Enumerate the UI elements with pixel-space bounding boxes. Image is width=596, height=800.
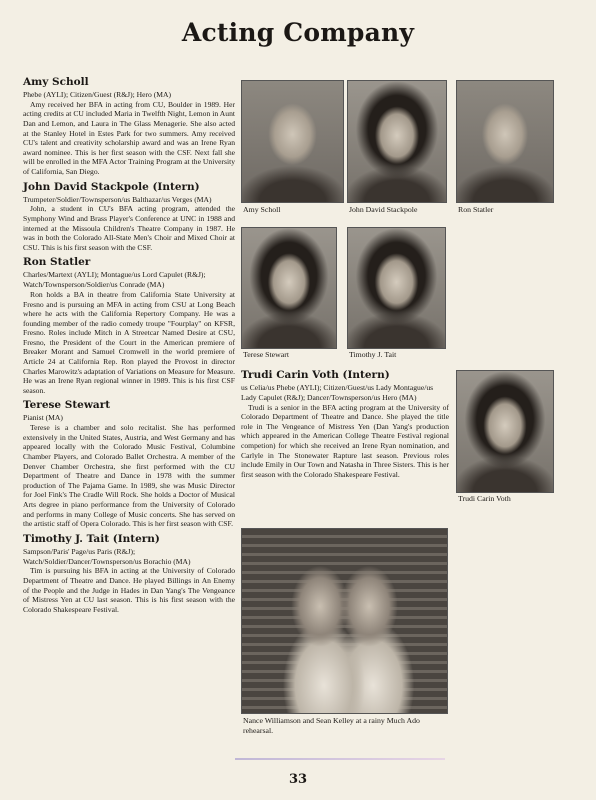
bio-name: Amy Scholl — [23, 76, 89, 88]
bio-roles: Phebe (AYLI); Citizen/Guest (R&J); Hero (MA) — [23, 90, 171, 99]
bio-text: Ron holds a BA in theatre from California State University at Fresno and is pursuing an MFA in acting from CSU at Long Beach where he acts with the California Repertory Company. He was a founding member of the radio comedy troupe "Fourplay" on KFSR, Fresno. Roles include Mitch in A Streetcar Named Desire at CSU, Fresno, the President of the Court in the American premiere of Breaker Morant and Samuel Cromwell in the world premiere of Article 24 at California Rep. Ron played the Provost in director Charles Marowitz's adaptation of Variations on Measure for Measure. He was an Irene Ryan regional winner in 1989. This is his first CSF season. — [23, 289, 235, 395]
page-title: Acting Company — [181, 18, 415, 47]
bio-roles: Pianist (MA) — [23, 413, 63, 423]
caption-ron-statler: Ron Statler — [458, 205, 494, 214]
photo-rehearsal — [241, 528, 448, 714]
bio-john-david-stackpole — [23, 181, 235, 253]
caption-terese-stewart: Terese Stewart — [243, 350, 289, 359]
caption-amy-scholl: Amy Scholl — [243, 205, 281, 214]
caption-rehearsal: Nance Williamson and Sean Kelley at a rainy Much Ado rehearsal. — [243, 716, 420, 735]
bio-timothy-j-tait — [23, 533, 235, 615]
bio-text: John, a student in CU's BFA acting program, attended the Symphony Wind and Brass Player's Conference at UNC in 1988 and interned at the Missoula Children's Theatre Company in 1987. He was in both the Colorado All-State Men's Choir and Mixed Choir at CSU. This is his first season with the CSF. — [23, 204, 235, 252]
bio-ron-statler — [23, 256, 235, 395]
bio-trudi-carin-voth — [241, 369, 449, 479]
bio-amy-scholl — [23, 76, 235, 177]
bio-roles: us Celia/us Phebe (AYLI); Citizen/Guest/us Lady Montague/us Lady Capulet (R&J); Dancer/Townsperson/us Hero (MA) — [241, 383, 434, 402]
photo-john-david-stackpole — [347, 80, 447, 203]
bio-text: Terese is a chamber and solo recitalist. She has performed extensively in the United States, Austria, and West Germany and has appeared locally with the Colorado Music Festival, Columbine Chamber Players, and Colorado Ballet Orchestra. A member of the Denver Chamber Orchestra, she first performed with the CU Department of Theatre and Dance in 1978 with the summer production of The Pajama Game. In 1989, she was Music Director for Joel Fink's The Cradle Will Rock. She holds a Doctor of Musical Arts degree in piano performance from the University of Colorado and performs in many College of Music concerts. She has served on the artistic staff of Opera Colorado. This is her first season with CSF. — [23, 423, 235, 529]
photo-ron-statler — [456, 80, 554, 203]
bio-terese-stewart — [23, 399, 235, 528]
footer-rule — [235, 758, 445, 760]
bio-name: Trudi Carin Voth (Intern) — [241, 369, 390, 381]
bio-name: John David Stackpole (Intern) — [23, 180, 200, 193]
caption-timothy-j-tait: Timothy J. Tait — [349, 350, 397, 359]
bio-text: Tim is pursuing his BFA in acting at the University of Colorado Department of Theatre and Dance. He played Billings in An Enemy of the People and the Judge in Hades in Dan Yang's The Vengeance of Mistress Yen at CU last season. This is his first season with the Colorado Shakespeare Festival. — [23, 566, 235, 614]
bio-roles: Charles/Martext (AYLI); Montague/us Lord Capulet (R&J); Watch/Townsperson/Soldier/us Conrade (MA) — [23, 270, 206, 290]
photo-timothy-j-tait — [347, 227, 446, 349]
bio-roles: Trumpeter/Soldier/Townsperson/us Balthazar/us Verges (MA) — [23, 194, 212, 204]
bio-name: Timothy J. Tait (Intern) — [23, 532, 160, 545]
photo-terese-stewart — [241, 227, 337, 349]
photo-trudi-carin-voth — [456, 370, 554, 493]
bio-roles: Sampson/Paris' Page/us Paris (R&J); Watch/Soldier/Dancer/Townsperson/us Borachio (MA) — [23, 546, 191, 566]
page-number: 33 — [288, 772, 308, 787]
bio-name: Ron Statler — [23, 256, 91, 269]
bio-name: Terese Stewart — [23, 399, 111, 412]
photo-amy-scholl — [241, 80, 344, 203]
bio-text: Trudi is a senior in the BFA acting program at the University of Colorado Department of Theatre and Dance. She played the title role in The Vengeance of Mistress Yen (Dan Yang's production which appeared in the American College Theatre Festival regional competion) for which she received an Irene Ryan nomination, and Carlyle in The Stonewater Rapture last season. Previous roles include Emily in Our Town and Natasha in Three Sisters. This is her first season with the Colorado Shakespeare Festival. — [241, 402, 449, 479]
caption-john-david-stackpole: John David Stackpole — [349, 205, 418, 214]
caption-trudi-carin-voth: Trudi Carin Voth — [458, 494, 511, 503]
bio-text: Amy received her BFA in acting from CU, Boulder in 1989. Her acting credits at CU included Maria in Twelfth Night, Lemon in Aunt Dan and Lemon, and Laura in The Glass Menagerie. She also acted at the Stanley Hotel in Estes Park for two summers. Amy received CU's talent and creativity scholarship award and was an Irene Ryan award nominee. This is her first season with the CSF. Next fall she will be enrolled in the MFA Actor Training Program at the University of California, San Diego. — [23, 99, 235, 176]
bios-column — [23, 76, 235, 618]
